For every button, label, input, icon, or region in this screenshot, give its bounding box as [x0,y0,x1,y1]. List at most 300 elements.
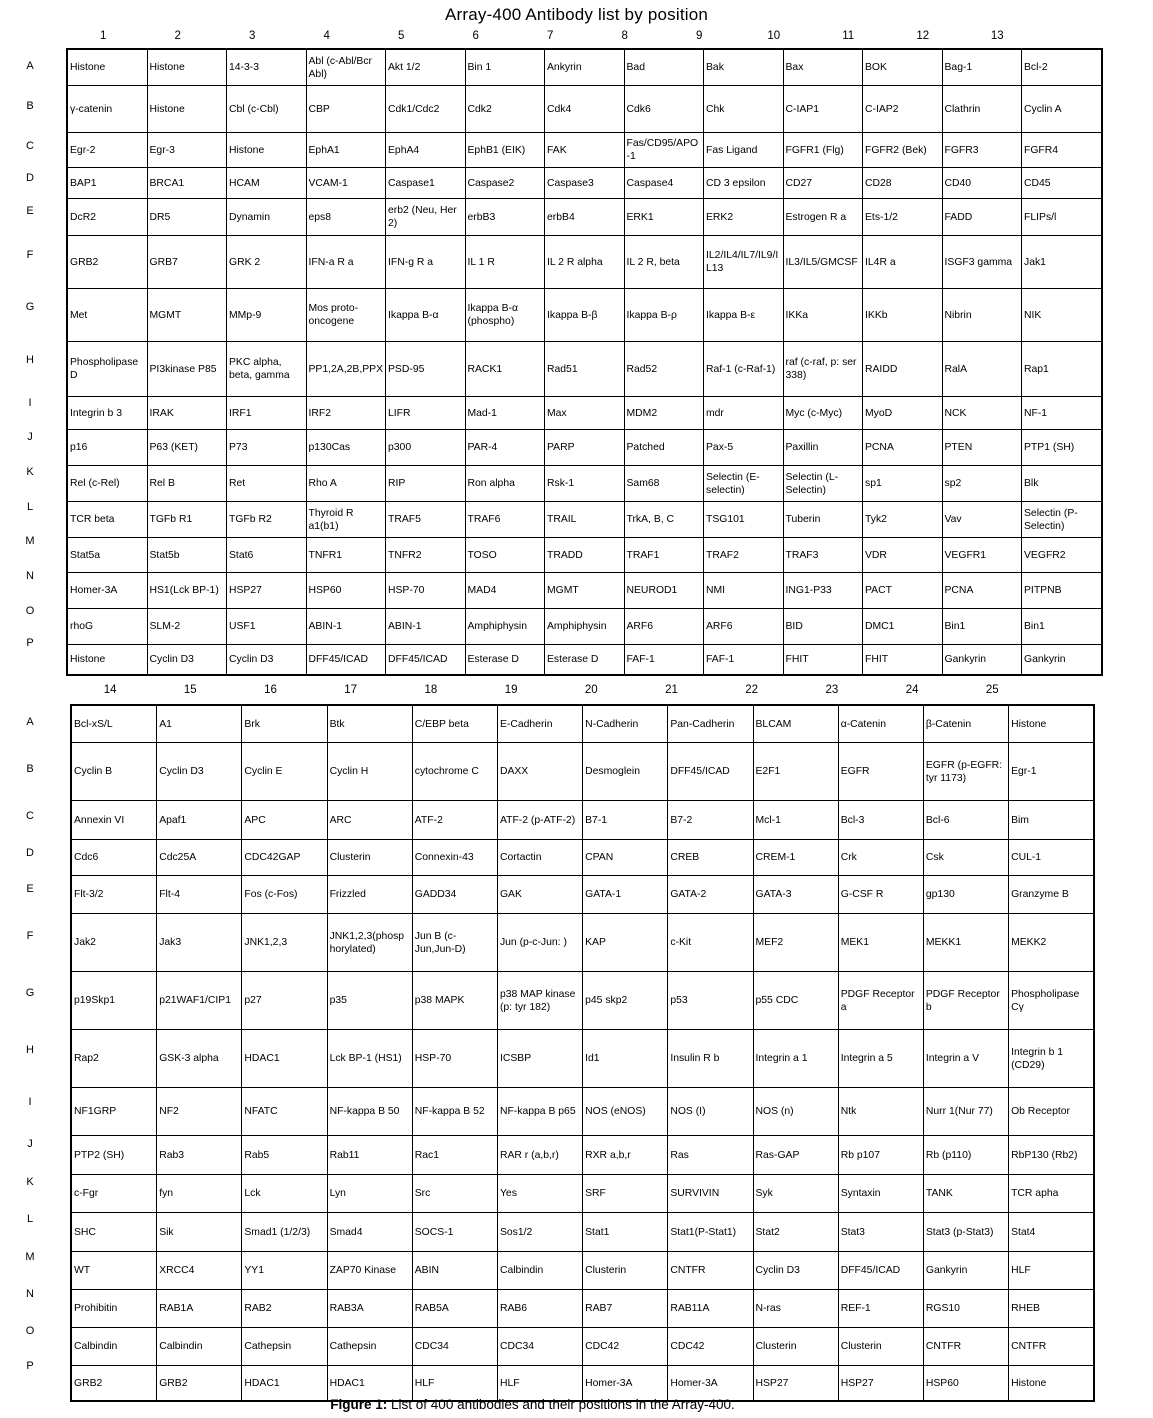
antibody-cell: RAB2 [242,1290,327,1328]
antibody-cell: HSP60 [923,1366,1008,1402]
antibody-cell: GRB2 [67,236,147,289]
antibody-cell: C/EBP beta [412,705,497,743]
table-row [67,86,1102,133]
antibody-cell: Cdk2 [465,86,545,133]
antibody-cell: Ntk [838,1088,923,1136]
antibody-cell: Chk [704,86,784,133]
antibody-cell: Rac1 [412,1136,497,1175]
antibody-cell: Cdk4 [545,86,625,133]
antibody-cell: Selectin (E-selectin) [704,466,784,502]
antibody-cell: CNTFR [923,1328,1008,1366]
row-letter: B [26,100,34,112]
column-number: 7 [547,30,554,42]
antibody-cell: Fas/CD95/APO-1 [624,133,704,168]
antibody-cell: ICSBP [497,1030,582,1088]
antibody-cell: HDAC1 [242,1366,327,1402]
antibody-cell: SHC [71,1213,157,1252]
antibody-cell: EphA4 [386,133,466,168]
antibody-cell: FGFR4 [1022,133,1102,168]
antibody-cell: HDAC1 [327,1366,412,1402]
antibody-cell: TSG101 [704,502,784,538]
antibody-cell: CUL-1 [1009,840,1095,876]
antibody-cell: Histone [147,86,227,133]
antibody-cell: Rb p107 [838,1136,923,1175]
antibody-cell: Bax [783,49,863,86]
antibody-cell: Histone [67,49,147,86]
antibody-cell: eps8 [306,199,386,236]
antibody-cell: Thyroid R a1(b1) [306,502,386,538]
row-letter: I [28,397,32,409]
antibody-cell: NMI [704,573,784,609]
antibody-cell: Rsk-1 [545,466,625,502]
antibody-cell: PSD-95 [386,342,466,397]
antibody-cell: IRF1 [227,397,307,430]
antibody-cell: Stat4 [1009,1213,1095,1252]
antibody-cell: Esterase D [545,645,625,676]
antibody-cell: MMp-9 [227,289,307,342]
antibody-cell: Clusterin [327,840,412,876]
antibody-cell: Bag-1 [942,49,1022,86]
antibody-cell: c-Fgr [71,1175,157,1213]
antibody-cell: HSP-70 [386,573,466,609]
antibody-cell: FAK [545,133,625,168]
antibody-cell: PTEN [942,430,1022,466]
table-row [67,538,1102,573]
column-number: 25 [985,684,999,696]
antibody-cell: GADD34 [412,876,497,914]
antibody-cell: Mos proto-oncogene [306,289,386,342]
antibody-cell: IL 2 R, beta [624,236,704,289]
antibody-cell: C-IAP1 [783,86,863,133]
antibody-cell: Estrogen R a [783,199,863,236]
antibody-cell: Akt 1/2 [386,49,466,86]
antibody-cell: fyn [157,1175,242,1213]
antibody-cell: RbP130 (Rb2) [1009,1136,1095,1175]
antibody-cell: Rel B [147,466,227,502]
antibody-cell: PARP [545,430,625,466]
antibody-cell: erbB3 [465,199,545,236]
row-letter: L [26,1213,34,1225]
column-number: 23 [825,684,839,696]
antibody-cell: CNTFR [1009,1328,1095,1366]
column-number: 10 [767,30,781,42]
antibody-cell: RAR r (a,b,r) [497,1136,582,1175]
antibody-cell: EGFR [838,743,923,801]
antibody-cell: gp130 [923,876,1008,914]
antibody-cell: REF-1 [838,1290,923,1328]
antibody-cell: p300 [386,430,466,466]
antibody-cell: IL 1 R [465,236,545,289]
antibody-cell: HCAM [227,168,307,199]
antibody-cell: rhoG [67,609,147,645]
row-letter: I [28,1095,32,1108]
antibody-cell: Ankyrin [545,49,625,86]
table-row [67,609,1102,645]
column-number: 15 [183,684,197,696]
row-letter: A [26,716,34,728]
column-number: 6 [472,30,479,42]
antibody-cell: ABIN [412,1252,497,1290]
antibody-cell: NF-kappa B 52 [412,1088,497,1136]
antibody-cell: GRB2 [157,1366,242,1402]
antibody-cell: TCR apha [1009,1175,1095,1213]
antibody-cell: Lyn [327,1175,412,1213]
antibody-cell: Flt-3/2 [71,876,157,914]
antibody-cell: C-IAP2 [863,86,943,133]
antibody-cell: NEUROD1 [624,573,704,609]
column-number: 11 [842,30,855,42]
antibody-cell: TGFb R1 [147,502,227,538]
antibody-cell: Egr-1 [1009,743,1095,801]
antibody-cell: EphA1 [306,133,386,168]
row-letter: K [26,1175,34,1188]
table-row [67,168,1102,199]
antibody-cell: Cdc25A [157,840,242,876]
row-letter: P [26,636,34,649]
antibody-cell: PDGF Receptor a [838,972,923,1030]
antibody-cell: α-Catenin [838,705,923,743]
antibody-cell: TRAF3 [783,538,863,573]
antibody-cell: IKKa [783,289,863,342]
antibody-cell: DFF45/ICAD [386,645,466,676]
antibody-cell: FAF-1 [624,645,704,676]
antibody-cell: Histone [1009,1366,1095,1402]
antibody-cell: RAB11A [668,1290,753,1328]
table-row [71,1328,1094,1366]
antibody-cell: Rap1 [1022,342,1102,397]
antibody-cell: p16 [67,430,147,466]
antibody-cell: Lck [242,1175,327,1213]
antibody-cell: Rab3 [157,1136,242,1175]
antibody-cell: Jak2 [71,914,157,972]
page-title: Array-400 Antibody list by position [444,5,709,24]
antibody-cell: Connexin-43 [412,840,497,876]
antibody-cell: Abl (c-Abl/Bcr Abl) [306,49,386,86]
antibody-cell: CDC34 [412,1328,497,1366]
antibody-cell: PTP2 (SH) [71,1136,157,1175]
antibody-cell: TGFb R2 [227,502,307,538]
antibody-cell: IL4R a [863,236,943,289]
table-row [71,1175,1094,1213]
antibody-cell: Egr-2 [67,133,147,168]
antibody-cell: p38 MAP kinase (p: tyr 182) [497,972,582,1030]
row-letter: H [26,354,34,366]
antibody-cell: MGMT [147,289,227,342]
row-letter: O [25,1324,35,1337]
antibody-cell: USF1 [227,609,307,645]
antibody-cell: HSP60 [306,573,386,609]
antibody-cell: Syk [753,1175,838,1213]
antibody-cell: N-ras [753,1290,838,1328]
row-letter: J [27,430,33,443]
antibody-cell: RAB3A [327,1290,412,1328]
antibody-cell: Mad-1 [465,397,545,430]
antibody-cell: CD 3 epsilon [704,168,784,199]
antibody-cell: RAB7 [583,1290,668,1328]
antibody-cell: Pax-5 [704,430,784,466]
antibody-cell: EphB1 (EIK) [465,133,545,168]
antibody-cell: SOCS-1 [412,1213,497,1252]
antibody-cell: Integrin a V [923,1030,1008,1088]
antibody-table-1 [66,48,1103,676]
antibody-cell: Clusterin [838,1328,923,1366]
antibody-cell: Cbl (c-Cbl) [227,86,307,133]
antibody-cell: Sik [157,1213,242,1252]
antibody-cell: Fos (c-Fos) [242,876,327,914]
antibody-cell: Caspase4 [624,168,704,199]
antibody-cell: MEF2 [753,914,838,972]
column-number: 3 [249,30,256,42]
antibody-cell: GRB2 [71,1366,157,1402]
antibody-cell: Stat1 [583,1213,668,1252]
antibody-cell: APC [242,801,327,840]
column-number: 19 [504,684,518,696]
antibody-cell: Bcl-6 [923,801,1008,840]
table-row [71,705,1094,743]
antibody-cell: ATF-2 [412,801,497,840]
antibody-cell: Src [412,1175,497,1213]
column-number: 20 [584,684,598,696]
antibody-cell: DFF45/ICAD [668,743,753,801]
row-letter: J [27,1138,33,1150]
antibody-cell: p45 skp2 [583,972,668,1030]
antibody-cell: Cathepsin [327,1328,412,1366]
antibody-cell: ABIN-1 [386,609,466,645]
row-letter: B [26,762,34,775]
antibody-cell: Jak3 [157,914,242,972]
row-letter: L [26,500,34,513]
antibody-cell: Cyclin A [1022,86,1102,133]
antibody-cell: Gankyrin [1022,645,1102,676]
antibody-cell: Raf-1 (c-Raf-1) [704,342,784,397]
antibody-cell: RAB1A [157,1290,242,1328]
row-letter: M [25,1250,35,1263]
antibody-cell: A1 [157,705,242,743]
table-row [71,1213,1094,1252]
antibody-cell: PTP1 (SH) [1022,430,1102,466]
antibody-cell: p130Cas [306,430,386,466]
table-row [71,840,1094,876]
antibody-cell: mdr [704,397,784,430]
antibody-cell: Frizzled [327,876,412,914]
antibody-cell: Histone [67,645,147,676]
antibody-cell: Granzyme B [1009,876,1095,914]
antibody-cell: Ets-1/2 [863,199,943,236]
antibody-cell: Nibrin [942,289,1022,342]
antibody-cell: p55 CDC [753,972,838,1030]
antibody-cell: Crk [838,840,923,876]
antibody-cell: Cyclin D3 [753,1252,838,1290]
antibody-cell: Homer-3A [583,1366,668,1402]
column-number: 22 [745,684,759,696]
antibody-cell: cytochrome C [412,743,497,801]
antibody-cell: HSP27 [227,573,307,609]
antibody-cell: TCR beta [67,502,147,538]
antibody-cell: TNFR2 [386,538,466,573]
antibody-cell: HLF [412,1366,497,1402]
antibody-cell: BRCA1 [147,168,227,199]
row-letter: G [25,986,35,999]
antibody-cell: p21WAF1/CIP1 [157,972,242,1030]
antibody-cell: Stat2 [753,1213,838,1252]
antibody-cell: IKKb [863,289,943,342]
antibody-cell: Integrin a 5 [838,1030,923,1088]
antibody-cell: DFF45/ICAD [838,1252,923,1290]
table-row [67,199,1102,236]
antibody-cell: Rel (c-Rel) [67,466,147,502]
antibody-cell: Ron alpha [465,466,545,502]
antibody-cell: CD45 [1022,168,1102,199]
antibody-cell: Homer-3A [668,1366,753,1402]
antibody-cell: NCK [942,397,1022,430]
antibody-table-2 [70,704,1095,1402]
antibody-cell: Cdc6 [71,840,157,876]
antibody-cell: Jun (p-c-Jun: ) [497,914,582,972]
antibody-cell: DMC1 [863,609,943,645]
column-number: 18 [424,684,438,696]
row-letter: N [26,569,34,582]
antibody-cell: CD27 [783,168,863,199]
table-row [71,1252,1094,1290]
table-row [71,1030,1094,1088]
antibody-cell: TRADD [545,538,625,573]
antibody-cell: FAF-1 [704,645,784,676]
antibody-cell: N-Cadherin [583,705,668,743]
antibody-cell: Amphiphysin [545,609,625,645]
antibody-cell: E-Cadherin [497,705,582,743]
antibody-cell: CDC42 [583,1328,668,1366]
column-number: 13 [990,30,1004,42]
antibody-cell: RGS10 [923,1290,1008,1328]
row-letter: M [25,535,35,547]
antibody-cell: Insulin R b [668,1030,753,1088]
antibody-cell: MAD4 [465,573,545,609]
antibody-cell: Bin1 [1022,609,1102,645]
antibody-cell: p38 MAPK [412,972,497,1030]
antibody-cell: IFN-g R a [386,236,466,289]
antibody-cell: sp1 [863,466,943,502]
antibody-cell: Max [545,397,625,430]
antibody-cell: Clusterin [753,1328,838,1366]
antibody-cell: Egr-3 [147,133,227,168]
row-letter: A [26,59,34,72]
antibody-cell: Btk [327,705,412,743]
table-row [67,430,1102,466]
antibody-cell: E2F1 [753,743,838,801]
antibody-cell: CREB [668,840,753,876]
antibody-cell: DcR2 [67,199,147,236]
antibody-cell: TRAIL [545,502,625,538]
antibody-cell: Ikappa B-ε [704,289,784,342]
antibody-cell: HLF [1009,1252,1095,1290]
antibody-cell: Blk [1022,466,1102,502]
row-letter: P [26,1360,34,1372]
antibody-cell: β-Catenin [923,705,1008,743]
antibody-cell: GAK [497,876,582,914]
antibody-cell: Desmoglein [583,743,668,801]
antibody-cell: Histone [147,49,227,86]
antibody-cell: HSP27 [838,1366,923,1402]
antibody-cell: GRB7 [147,236,227,289]
antibody-cell: RIP [386,466,466,502]
antibody-cell: Bcl-3 [838,801,923,840]
table-row [71,1088,1094,1136]
antibody-cell: Integrin a 1 [753,1030,838,1088]
figure-caption-text: List of 400 antibodies and their positions in the Array-400. [391,1397,735,1412]
antibody-cell: Patched [624,430,704,466]
antibody-cell: Apaf1 [157,801,242,840]
table-row [71,743,1094,801]
table-row [67,133,1102,168]
antibody-cell: Cyclin B [71,743,157,801]
antibody-cell: RalA [942,342,1022,397]
antibody-cell: FGFR3 [942,133,1022,168]
antibody-cell: HS1(Lck BP-1) [147,573,227,609]
row-letter: K [26,465,34,478]
antibody-cell: HSP-70 [412,1030,497,1088]
antibody-cell: Rap2 [71,1030,157,1088]
antibody-cell: Met [67,289,147,342]
antibody-cell: Ras [668,1136,753,1175]
antibody-cell: ZAP70 Kinase [327,1252,412,1290]
antibody-cell: Rab5 [242,1136,327,1175]
antibody-cell: RAIDD [863,342,943,397]
antibody-cell: NF-1 [1022,397,1102,430]
antibody-cell: Tyk2 [863,502,943,538]
antibody-cell: IL3/IL5/GMCSF [783,236,863,289]
antibody-cell: Rho A [306,466,386,502]
antibody-cell: TRAF5 [386,502,466,538]
antibody-cell: ERK1 [624,199,704,236]
antibody-cell: Selectin (L-Selectin) [783,466,863,502]
antibody-cell: G-CSF R [838,876,923,914]
antibody-cell: Flt-4 [157,876,242,914]
antibody-cell: Cyclin D3 [227,645,307,676]
antibody-cell: Sos1/2 [497,1213,582,1252]
table-row [67,289,1102,342]
antibody-cell: Pan-Cadherin [668,705,753,743]
antibody-cell: BID [783,609,863,645]
row-letter: O [25,604,35,617]
antibody-cell: PITPNB [1022,573,1102,609]
antibody-cell: p27 [242,972,327,1030]
antibody-cell: FHIT [863,645,943,676]
table-row [67,397,1102,430]
antibody-cell: TRAF1 [624,538,704,573]
column-number: 8 [621,30,628,42]
column-number: 21 [665,684,678,696]
antibody-cell: Smad4 [327,1213,412,1252]
antibody-cell: Cyclin E [242,743,327,801]
table-row [67,573,1102,609]
antibody-cell: DAXX [497,743,582,801]
antibody-cell: Stat6 [227,538,307,573]
column-number: 4 [323,30,330,42]
antibody-cell: YY1 [242,1252,327,1290]
antibody-cell: PDGF Receptor b [923,972,1008,1030]
antibody-cell: GATA-2 [668,876,753,914]
antibody-cell: VEGFR1 [942,538,1022,573]
antibody-cell: Brk [242,705,327,743]
table-row [71,1136,1094,1175]
antibody-cell: NF2 [157,1088,242,1136]
antibody-cell: Stat3 (p-Stat3) [923,1213,1008,1252]
antibody-cell: PKC alpha, beta, gamma [227,342,307,397]
antibody-cell: PAR-4 [465,430,545,466]
antibody-cell: Rad51 [545,342,625,397]
antibody-cell: ABIN-1 [306,609,386,645]
row-letter: E [26,882,34,895]
